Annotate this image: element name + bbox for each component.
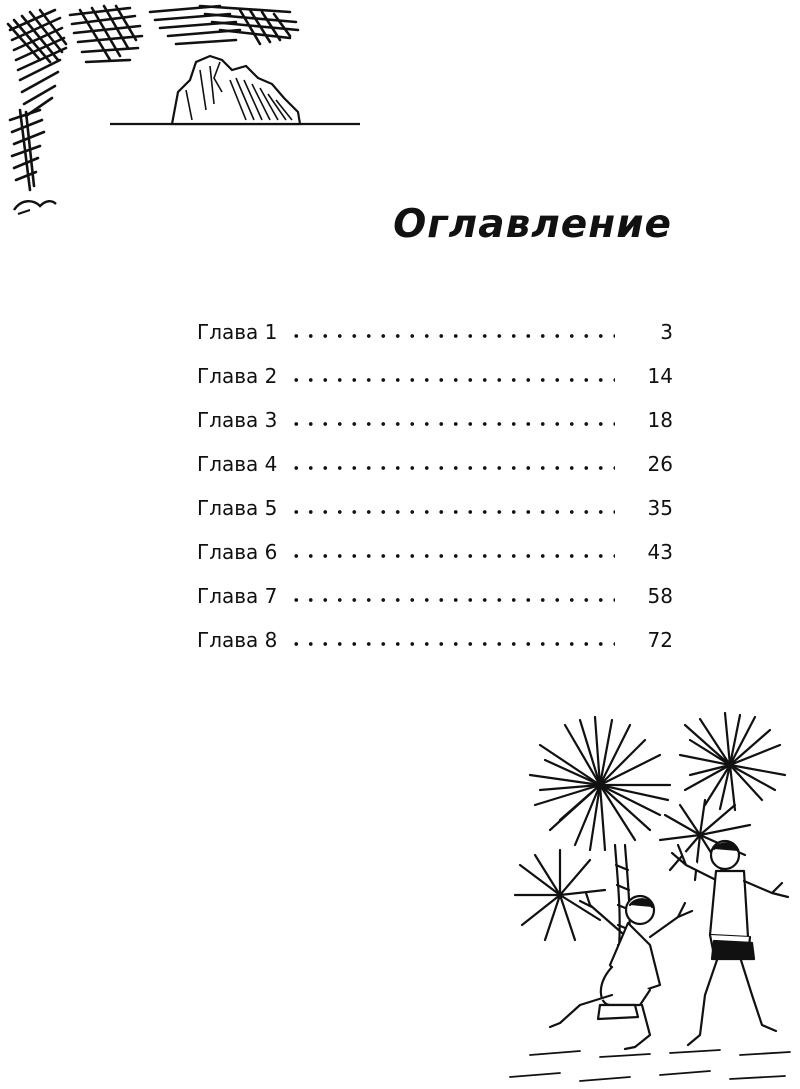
toc-entry[interactable] — [197, 530, 673, 574]
toc-entry-page: 72 — [647, 628, 673, 652]
dot-leader — [289, 554, 615, 558]
dot-leader — [289, 510, 615, 514]
toc-entry-page: 18 — [647, 408, 673, 432]
toc-entry-label: Глава 3 — [197, 408, 278, 432]
page-title: Оглавление — [393, 202, 672, 247]
dot-leader — [289, 378, 615, 382]
toc-entry[interactable] — [197, 398, 673, 442]
table-of-contents — [197, 310, 673, 662]
toc-entry-page: 35 — [647, 496, 673, 520]
toc-entry-page: 43 — [647, 540, 673, 564]
toc-entry-page: 3 — [660, 320, 673, 344]
toc-entry-label: Глава 5 — [197, 496, 278, 520]
toc-entry-label: Глава 6 — [197, 540, 278, 564]
toc-entry[interactable] — [197, 442, 673, 486]
dot-leader — [289, 422, 615, 426]
toc-entry[interactable] — [197, 354, 673, 398]
dot-leader — [289, 642, 615, 646]
dot-leader — [289, 466, 615, 470]
dot-leader — [289, 334, 615, 338]
toc-entry-page: 14 — [647, 364, 673, 388]
toc-entry-page: 26 — [647, 452, 673, 476]
toc-entry-label: Глава 2 — [197, 364, 278, 388]
toc-entry[interactable] — [197, 310, 673, 354]
toc-entry-label: Глава 7 — [197, 584, 278, 608]
toc-entry-label: Глава 8 — [197, 628, 278, 652]
palm-island-illustration — [0, 0, 370, 225]
toc-entry[interactable] — [197, 618, 673, 662]
toc-entry[interactable] — [197, 574, 673, 618]
dot-leader — [289, 598, 615, 602]
dancing-boys-illustration — [500, 705, 800, 1089]
toc-entry[interactable] — [197, 486, 673, 530]
toc-entry-page: 58 — [647, 584, 673, 608]
toc-entry-label: Глава 1 — [197, 320, 278, 344]
toc-entry-label: Глава 4 — [197, 452, 278, 476]
